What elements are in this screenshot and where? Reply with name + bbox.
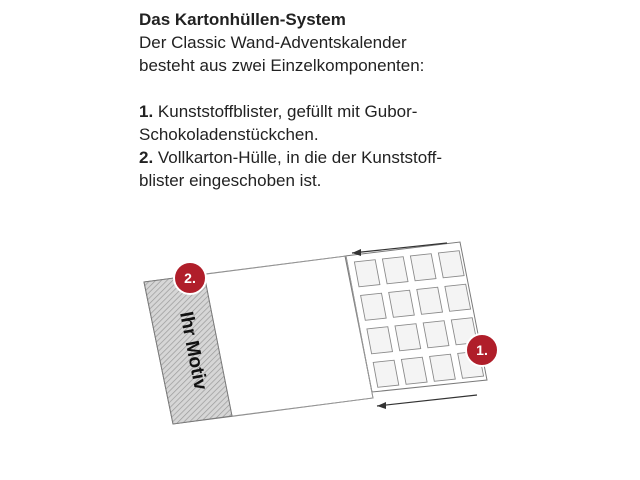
blister-cell (430, 354, 456, 381)
item-1-text: Kunststoffblister, gefüllt mit Gubor- (153, 102, 418, 121)
blister-cell (410, 254, 436, 281)
intro-line-2: besteht aus zwei Einzelkomponenten: (139, 56, 425, 75)
motiv-label: Ihr Motiv (175, 309, 211, 392)
item-2-number: 2. (139, 148, 154, 167)
blister-cell (361, 293, 387, 320)
item-1-line-2: Schokoladenstückchen. (139, 125, 319, 144)
blister-cell (423, 321, 449, 348)
bottom-arrow-shaft (377, 395, 477, 406)
blister-cell (401, 357, 427, 384)
intro-line-1: Der Classic Wand-Adventskalender (139, 33, 407, 52)
badge-blister-label: 1. (476, 342, 488, 358)
item-1-number: 1. (139, 102, 154, 121)
blister-cell (438, 251, 464, 278)
blister-cell (395, 324, 421, 351)
blister-cell (389, 290, 415, 317)
heading: Das Kartonhüllen-System (139, 10, 346, 29)
bottom-arrow (377, 395, 477, 409)
badge-sleeve-label: 2. (184, 270, 196, 286)
bottom-arrow-head (377, 402, 386, 409)
badge-blister (466, 334, 498, 366)
blister-cell (382, 257, 408, 284)
blister (345, 242, 487, 392)
item-2-text: Vollkarton-Hülle, in die der Kunststoff- (153, 148, 443, 167)
blister-cell (445, 284, 471, 311)
blister-cell (354, 260, 380, 287)
badge-sleeve (174, 262, 206, 294)
blister-cell (373, 360, 399, 387)
blister-cell (367, 327, 393, 354)
sleeve-inner-line (204, 256, 373, 416)
item-2-line-2: blister eingeschoben ist. (139, 171, 322, 190)
blister-cell (417, 287, 443, 314)
